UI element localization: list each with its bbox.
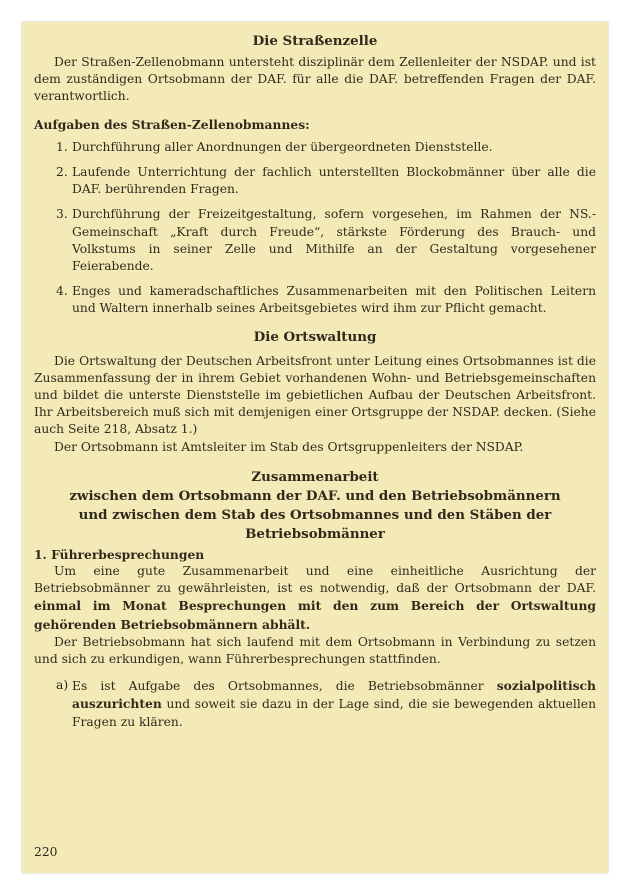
fuehrerbesprechungen-paragraph-2: Der Betriebsobmann hat sich laufend mit dem Ortsobmann in Verbindung zu setzen und sich zu erkundigen, wann Führerbesprechungen stattfinden. [34,634,596,667]
zusammenarbeit-title-line: zwischen dem Ortsobmann der DAF. und den Betriebsobmännern [69,487,561,504]
task-number: 1. [56,139,68,154]
task-item [34,139,596,156]
task-number: 4. [56,284,68,299]
item-label: a) [56,678,69,693]
task-number: 3. [56,207,68,222]
item-text: Es ist Aufgabe des Ortsobmannes, die Betriebsobmänner [72,679,484,694]
task-text: Durchführung aller Anordnungen der übergeordneten Dienststelle. [72,139,493,154]
fuehrerbesprechungen-paragraph [34,563,596,634]
task-item [34,283,596,317]
task-text: Laufende Unterrichtung der fachlich unterstellten Blockobmänner über alle die DAF. berührenden Fragen. [72,165,596,197]
list-item-a [34,677,596,731]
paragraph-emphasis: einmal im Monat Besprechungen mit den zum Bereich der Ortswaltung gehörenden Betriebsobmännern abhält. [34,598,596,632]
page-number: 220 [34,844,58,859]
task-text: Durchführung der Freizeitgestaltung, sofern vorgesehen, im Rahmen der NS.-Gemeinschaft „Kraft durch Freude“, stärkste Förderung des Brauch- und Volkstums in seiner Zelle und Mithilfe an der Gestaltung vorgesehener Feierabende. [72,207,596,274]
fuehrerbesprechungen-heading: 1. Führerbesprechungen [34,546,205,562]
task-item [34,206,596,275]
paragraph-text: Um eine gute Zusammenarbeit und eine einheitliche Ausrichtung der Betriebsobmänner zu gewährleisten, ist es notwendig, daß der Ortsobmann der DAF. [34,564,596,596]
item-emphasis: sozialpolitisch auszurichten [72,678,596,712]
tasks-list [34,139,596,318]
strassenzelle-intro: Der Straßen-Zellenobmann untersteht disziplinär dem Zellenleiter der NSDAP. und ist dem zuständigen Ortsobmann der DAF. für alle die DAF. betreffenden Fragen der DAF. verantwortlich. [34,55,596,104]
zusammenarbeit-title-line: Betriebsobmänner [245,525,385,542]
task-text: Enges und kameradschaftliches Zusammenarbeiten mit den Politischen Leitern und Waltern innerhalb seines Arbeitsgebietes wird ihm zur Pflicht gemacht. [72,284,596,316]
task-number: 2. [56,165,68,180]
section-title-ortswaltung: Die Ortswaltung [253,328,377,345]
section-title-zusammenarbeit [34,468,596,544]
task-item [34,164,596,198]
section-title-strassenzelle: Die Straßenzelle [252,33,378,49]
zusammenarbeit-title-line: und zwischen dem Stab des Ortsobmannes und den Stäben der [78,506,552,523]
item-text-2: und soweit sie dazu in der Lage sind, die sie bewegenden aktuellen Fragen zu klären. [72,697,596,729]
document-page [22,22,608,873]
zusammenarbeit-title-line: Zusammenarbeit [251,468,379,485]
ortswaltung-paragraph: Die Ortswaltung der Deutschen Arbeitsfront unter Leitung eines Ortsobmannes ist die Zusammenfassung der in ihrem Gebiet vorhandenen Wohn- und Betriebsgemeinschaften und bildet die unterste Dienststelle im gebietlichen Aufbau der Deutschen Arbeitsfront. Ihr Arbeitsbereich muß sich mit demjenigen einer Ortsgruppe der NSDAP. decken. (Siehe auch Seite 218, Absatz 1.) [34,353,596,437]
ortswaltung-paragraph-2: Der Ortsobmann ist Amtsleiter im Stab des Ortsgruppenleiters der NSDAP. [54,439,524,454]
tasks-heading: Aufgaben des Straßen-Zellenobmannes: [34,116,310,132]
